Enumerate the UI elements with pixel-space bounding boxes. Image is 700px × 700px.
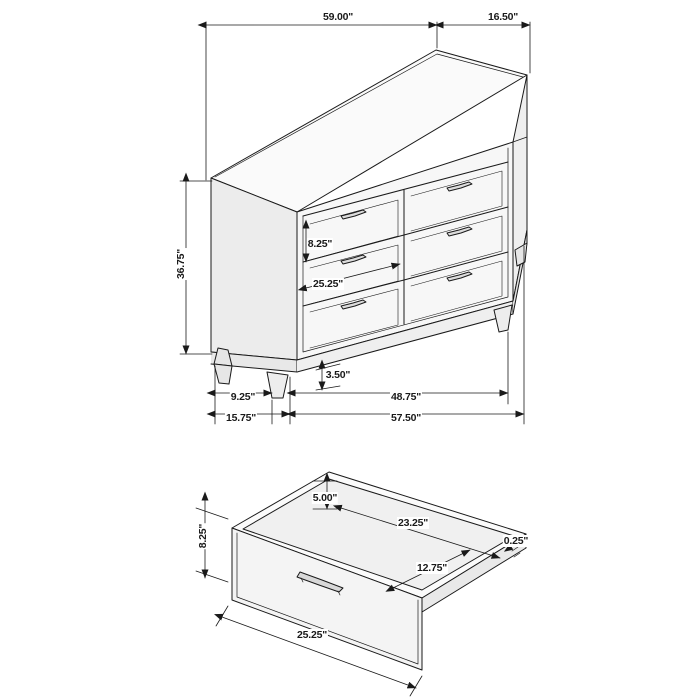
- dim-label-drawer-face-width: 25.25": [312, 278, 344, 290]
- dim-label-drawer-interior-width: 12.75": [416, 562, 448, 574]
- dim-label-leg-height: 3.50": [325, 369, 351, 381]
- dresser-body: [211, 50, 527, 398]
- dim-label-height-overall: 36.75": [175, 248, 187, 280]
- dim-label-drawer-front-width: 25.25": [296, 629, 328, 641]
- dim-label-base-width-inner: 48.75": [390, 391, 422, 403]
- dim-label-depth-top: 16.50": [487, 11, 519, 23]
- dim-label-drawer-interior-depth-rear: 5.00": [312, 492, 338, 504]
- dim-label-base-width-outer: 57.50": [390, 412, 422, 424]
- dim-label-width-overall-top: 59.00": [322, 11, 354, 23]
- dim-label-base-depth: 15.75": [225, 412, 257, 424]
- dim-label-leg-depth: 9.25": [230, 391, 256, 403]
- dim-label-drawer-height: 8.25": [197, 523, 209, 549]
- drawer-detail: [232, 472, 526, 670]
- dim-label-drawer-interior-length: 23.25": [397, 517, 429, 529]
- dim-label-drawer-face-height: 8.25": [307, 238, 333, 250]
- dim-label-drawer-side-thickness: 0.25": [503, 535, 529, 547]
